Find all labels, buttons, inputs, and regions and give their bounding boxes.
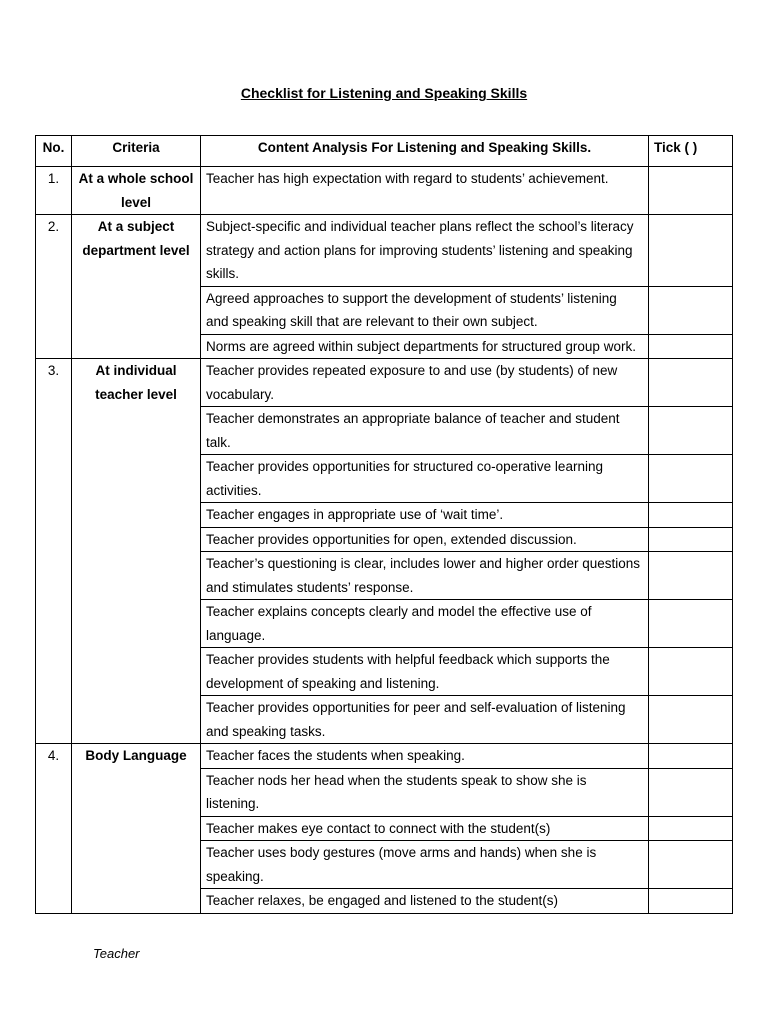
header-criteria: Criteria [72, 136, 201, 167]
tick-cell[interactable] [649, 816, 733, 841]
tick-cell[interactable] [649, 744, 733, 769]
tick-cell[interactable] [649, 503, 733, 528]
content-cell: Norms are agreed within subject departments for structured group work. [201, 334, 649, 359]
row-number: 1. [36, 167, 72, 215]
content-cell: Teacher explains concepts clearly and model the effective use of language. [201, 600, 649, 648]
row-number: 2. [36, 215, 72, 359]
header-no: No. [36, 136, 72, 167]
content-cell: Teacher provides opportunities for structured co-operative learning activities. [201, 455, 649, 503]
content-cell: Teacher relaxes, be engaged and listened to the student(s) [201, 889, 649, 914]
checklist-table [35, 135, 733, 914]
content-cell: Teacher faces the students when speaking. [201, 744, 649, 769]
row-number: 3. [36, 359, 72, 744]
content-cell: Teacher uses body gestures (move arms and hands) when she is speaking. [201, 841, 649, 889]
content-cell: Teacher engages in appropriate use of ‘wait time’. [201, 503, 649, 528]
table-row [36, 744, 733, 769]
tick-cell[interactable] [649, 359, 733, 407]
criteria-cell: At a whole school level [72, 167, 201, 215]
table-row [36, 215, 733, 287]
content-cell: Teacher’s questioning is clear, includes lower and higher order questions and stimulates students’ response. [201, 552, 649, 600]
tick-cell[interactable] [649, 455, 733, 503]
table-row [36, 167, 733, 215]
tick-cell[interactable] [649, 407, 733, 455]
tick-cell[interactable] [649, 286, 733, 334]
tick-cell[interactable] [649, 527, 733, 552]
content-cell: Agreed approaches to support the development of students’ listening and speaking skill that are relevant to their own subject. [201, 286, 649, 334]
header-tick: Tick ( ) [649, 136, 733, 167]
criteria-cell: At a subject department level [72, 215, 201, 359]
table-row [36, 359, 733, 407]
content-cell: Teacher has high expectation with regard to students’ achievement. [201, 167, 649, 215]
tick-cell[interactable] [649, 768, 733, 816]
tick-cell[interactable] [649, 215, 733, 287]
tick-cell[interactable] [649, 167, 733, 215]
tick-cell[interactable] [649, 552, 733, 600]
tick-cell[interactable] [649, 696, 733, 744]
header-content: Content Analysis For Listening and Speaking Skills. [201, 136, 649, 167]
row-number: 4. [36, 744, 72, 914]
content-cell: Teacher demonstrates an appropriate balance of teacher and student talk. [201, 407, 649, 455]
content-cell: Teacher nods her head when the students speak to show she is listening. [201, 768, 649, 816]
content-cell: Subject-specific and individual teacher plans reflect the school’s literacy strategy and action plans for improving students’ listening and speaking skills. [201, 215, 649, 287]
tick-cell[interactable] [649, 648, 733, 696]
footer-text: Teacher [93, 946, 140, 961]
header-row [36, 136, 733, 167]
content-cell: Teacher provides repeated exposure to and use (by students) of new vocabulary. [201, 359, 649, 407]
content-cell: Teacher provides opportunities for peer and self-evaluation of listening and speaking tasks. [201, 696, 649, 744]
criteria-cell: At individual teacher level [72, 359, 201, 744]
page-title: Checklist for Listening and Speaking Skills [240, 85, 528, 101]
content-cell: Teacher provides opportunities for open, extended discussion. [201, 527, 649, 552]
content-cell: Teacher provides students with helpful feedback which supports the development of speaking and listening. [201, 648, 649, 696]
tick-cell[interactable] [649, 889, 733, 914]
tick-cell[interactable] [649, 600, 733, 648]
tick-cell[interactable] [649, 334, 733, 359]
tick-cell[interactable] [649, 841, 733, 889]
content-cell: Teacher makes eye contact to connect with the student(s) [201, 816, 649, 841]
criteria-cell: Body Language [72, 744, 201, 914]
